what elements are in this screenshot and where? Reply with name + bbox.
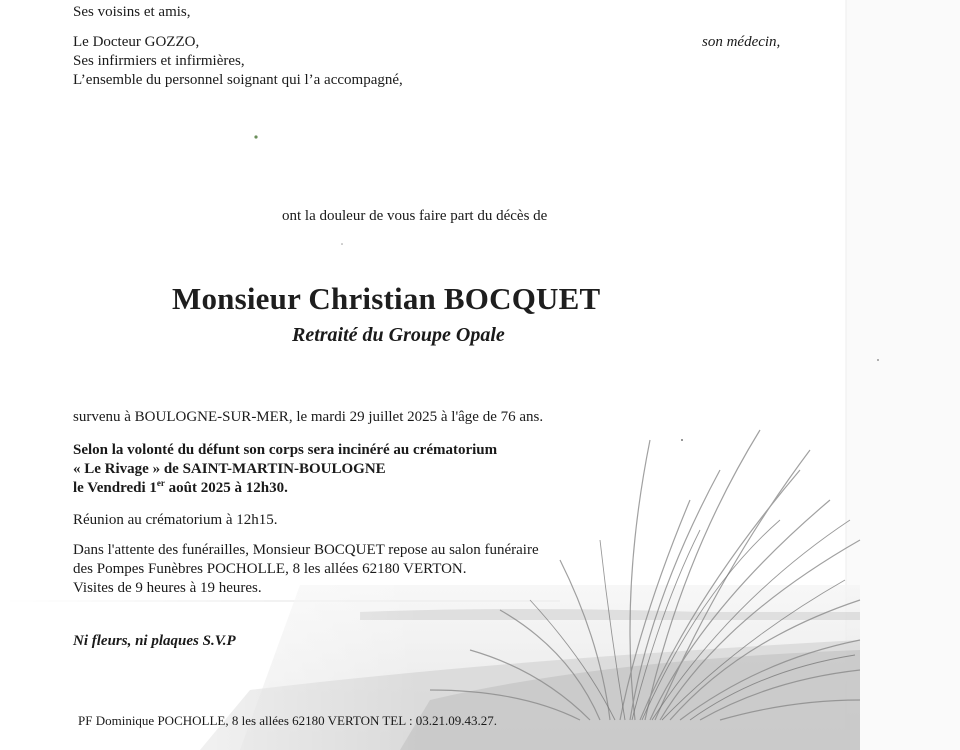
deceased-title: Retraité du Groupe Opale — [292, 324, 505, 346]
deceased-name: Monsieur Christian BOCQUET — [172, 281, 601, 316]
cremation-date-suffix: août 2025 à 12h30. — [164, 480, 288, 496]
footer-contact: PF Dominique POCHOLLE, 8 les allées 62180 VERTON TEL : 03.21.09.43.27. — [78, 713, 498, 728]
cremation-date-prefix: le Vendredi 1 — [73, 480, 157, 496]
nurses-line: Ses infirmiers et infirmières, — [73, 53, 245, 69]
meeting-line: Réunion au crématorium à 12h15. — [73, 512, 278, 528]
funeral-home-line-1: Dans l'attente des funérailles, Monsieur BOCQUET repose au salon funéraire — [73, 542, 539, 558]
staff-line: L’ensemble du personnel soignant qui l’a accompagné, — [73, 72, 403, 88]
cremation-line-3 — [73, 479, 288, 497]
funeral-home-line-2: des Pompes Funèbres POCHOLLE, 8 les allées 62180 VERTON. — [73, 561, 467, 577]
doctor-line: Le Docteur GOZZO, — [73, 34, 200, 50]
cremation-line-1: Selon la volonté du défunt son corps sera incinéré au crématorium — [73, 442, 498, 458]
cremation-line-2: « Le Rivage » de SAINT-MARTIN-BOULOGNE — [73, 461, 386, 477]
doctor-role: son médecin, — [702, 34, 781, 50]
visiting-hours: Visites de 9 heures à 19 heures. — [73, 580, 262, 596]
neighbors-line: Ses voisins et amis, — [73, 4, 191, 20]
death-info: survenu à BOULOGNE-SUR-MER, le mardi 29 juillet 2025 à l'âge de 76 ans. — [73, 409, 544, 425]
no-flowers-note: Ni fleurs, ni plaques S.V.P — [73, 633, 236, 649]
announcement-line: ont la douleur de vous faire part du décès de — [282, 208, 548, 224]
cremation-date-sup: er — [156, 478, 165, 488]
